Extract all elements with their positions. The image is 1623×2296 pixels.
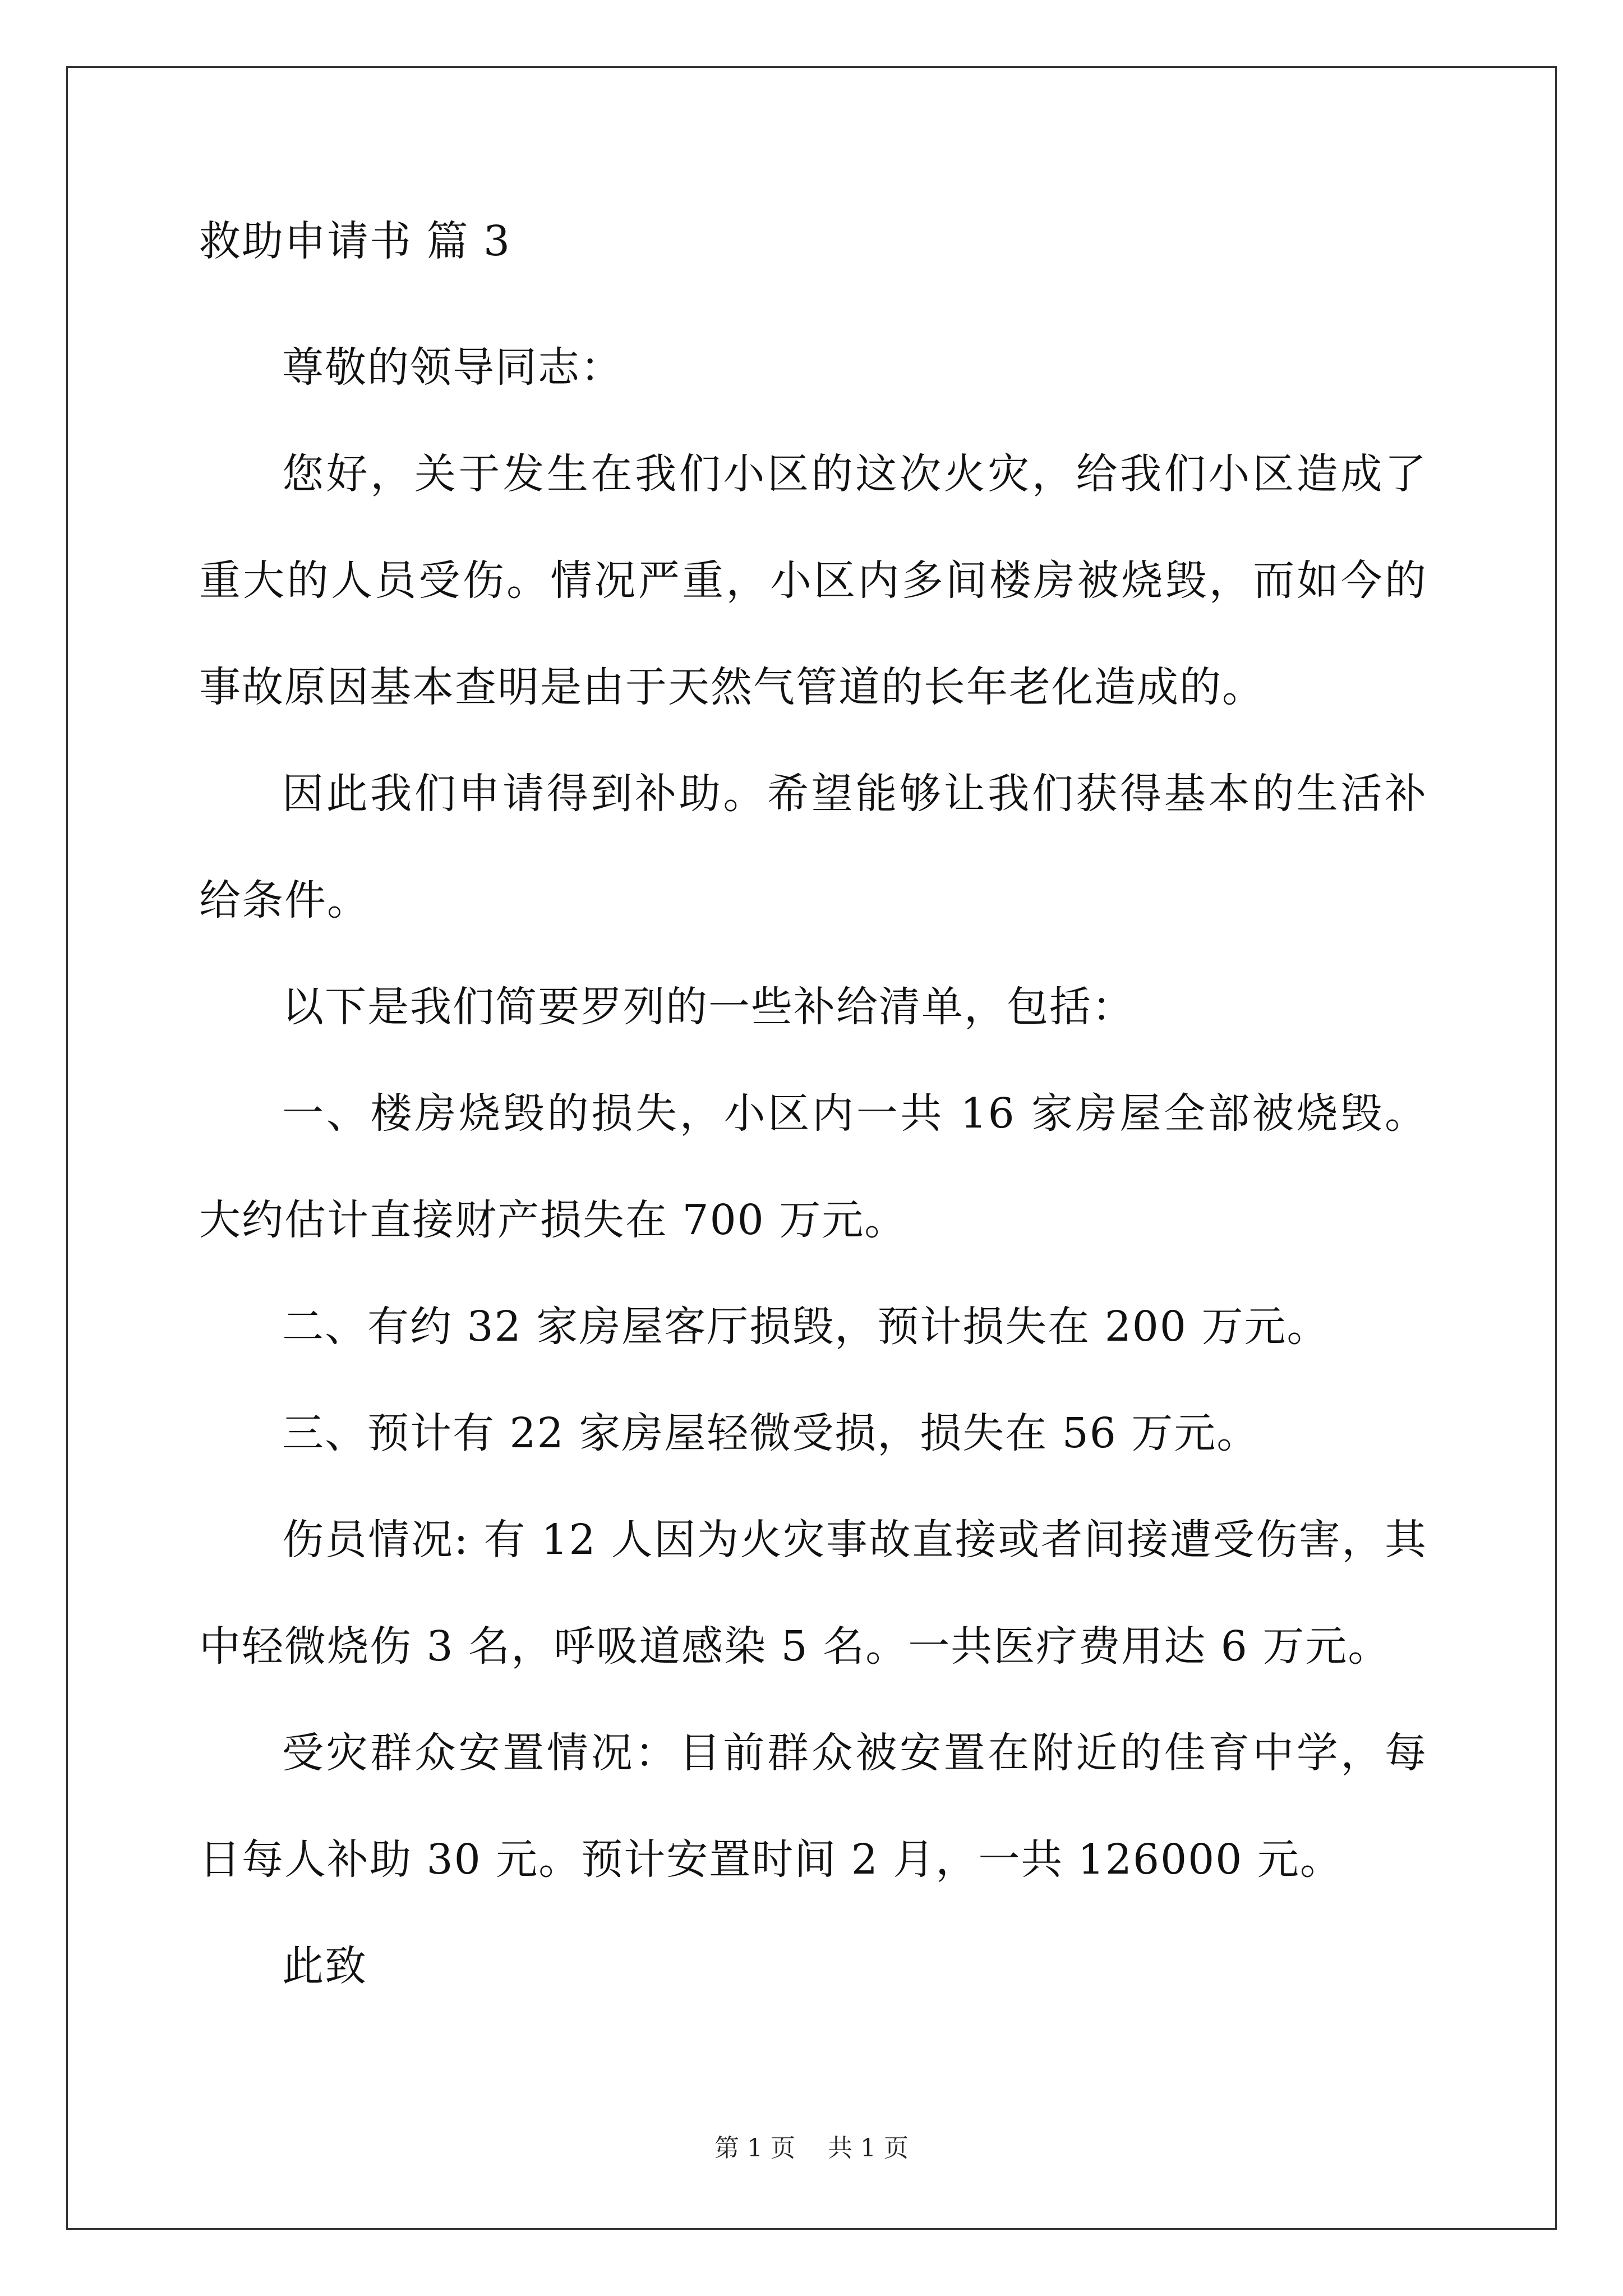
document-title: 救助申请书 篇 3 [199,217,511,265]
paragraph-injuries: 伤员情况: 有 12 人因为火灾事故直接或者间接遭受伤害，其中轻微烧伤 3 名，呼吸道感染 5 名。一共医疗费用达 6 万元。 [199,1516,1427,1671]
paragraph-intro: 您好，关于发生在我们小区的这次火灾，给我们小区造成了重大的人员受伤。情况严重，小区内多间楼房被烧毁，而如今的事故原因基本查明是由于天然气管道的长年老化造成的。 [199,450,1427,711]
page-total: 共 1 页 [828,2134,909,2162]
list-item-1: 一、楼房烧毁的损失，小区内一共 16 家房屋全部被烧毁。大约估计直接财产损失在 700 万元。 [199,1089,1427,1244]
closing: 此致 [282,1942,367,1990]
list-item-3: 三、预计有 22 家房屋轻微受损，损失在 56 万元。 [282,1409,1260,1457]
list-item-2: 二、有约 32 家房屋客厅损毁，预计损失在 200 万元。 [282,1303,1330,1351]
document-body [199,208,1427,2019]
paragraph-resettlement: 受灾群众安置情况：目前群众被安置在附近的佳育中学，每日每人补助 30 元。预计安置时间 2 月，一共 126000 元。 [199,1729,1427,1884]
salutation: 尊敬的领导同志： [282,343,623,392]
page-number: 第 1 页 [714,2134,795,2162]
paragraph-request: 因此我们申请得到补助。希望能够让我们获得基本的生活补给条件。 [199,770,1427,924]
page-footer [0,2132,1623,2165]
paragraph-list-intro: 以下是我们简要罗列的一些补给清单，包括： [282,983,1135,1031]
